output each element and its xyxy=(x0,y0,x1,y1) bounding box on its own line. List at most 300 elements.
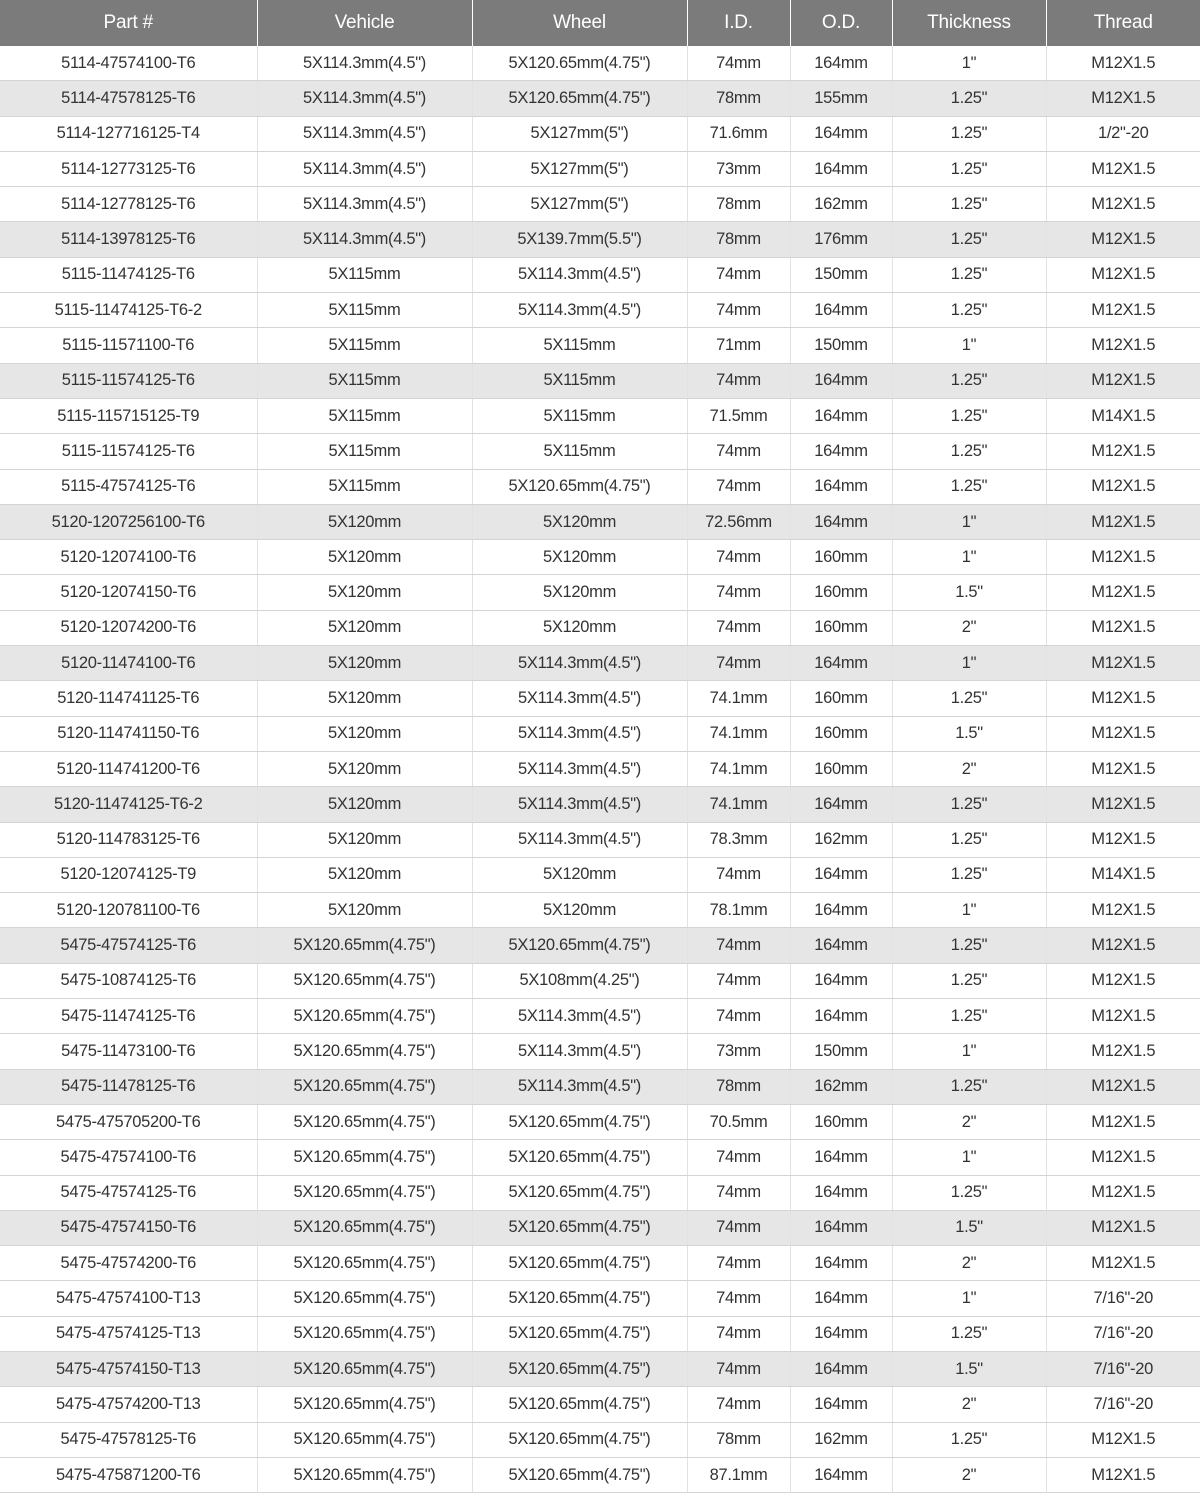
table-row xyxy=(0,434,1200,469)
outer-diameter-cell: 164mm xyxy=(790,1281,892,1316)
thread-cell: M12X1.5 xyxy=(1046,46,1200,81)
wheel-cell: 5X120.65mm(4.75") xyxy=(472,1175,687,1210)
table-row xyxy=(0,681,1200,716)
table-row xyxy=(0,1034,1200,1069)
table-row xyxy=(0,1457,1200,1492)
part-number-cell: 5475-47574125-T13 xyxy=(0,1316,257,1351)
thread-cell: M12X1.5 xyxy=(1046,999,1200,1034)
thickness-cell: 1.25" xyxy=(892,81,1046,116)
part-number-cell: 5115-11474125-T6-2 xyxy=(0,293,257,328)
table-row xyxy=(0,222,1200,257)
thickness-cell: 1" xyxy=(892,1281,1046,1316)
thickness-cell: 1.25" xyxy=(892,1069,1046,1104)
wheel-cell: 5X120mm xyxy=(472,610,687,645)
wheel-cell: 5X120.65mm(4.75") xyxy=(472,1140,687,1175)
part-number-cell: 5475-47574150-T6 xyxy=(0,1210,257,1245)
table-row xyxy=(0,716,1200,751)
inner-diameter-cell: 74mm xyxy=(687,363,790,398)
vehicle-cell: 5X120.65mm(4.75") xyxy=(257,1069,472,1104)
inner-diameter-cell: 74.1mm xyxy=(687,787,790,822)
outer-diameter-cell: 164mm xyxy=(790,151,892,186)
table-row xyxy=(0,1210,1200,1245)
wheel-cell: 5X114.3mm(4.5") xyxy=(472,999,687,1034)
wheel-cell: 5X120.65mm(4.75") xyxy=(472,1422,687,1457)
outer-diameter-cell: 162mm xyxy=(790,187,892,222)
wheel-cell: 5X120.65mm(4.75") xyxy=(472,1457,687,1492)
outer-diameter-cell: 160mm xyxy=(790,575,892,610)
thickness-cell: 1" xyxy=(892,504,1046,539)
outer-diameter-cell: 164mm xyxy=(790,1210,892,1245)
outer-diameter-cell: 164mm xyxy=(790,646,892,681)
table-row xyxy=(0,857,1200,892)
part-number-cell: 5120-11474125-T6-2 xyxy=(0,787,257,822)
inner-diameter-cell: 78mm xyxy=(687,222,790,257)
table-row xyxy=(0,81,1200,116)
thickness-cell: 1.25" xyxy=(892,1422,1046,1457)
part-number-cell: 5475-47574125-T6 xyxy=(0,928,257,963)
inner-diameter-cell: 74.1mm xyxy=(687,716,790,751)
inner-diameter-cell: 78mm xyxy=(687,187,790,222)
inner-diameter-cell: 74.1mm xyxy=(687,751,790,786)
thread-cell: M12X1.5 xyxy=(1046,222,1200,257)
table-row xyxy=(0,1387,1200,1422)
vehicle-cell: 5X115mm xyxy=(257,434,472,469)
outer-diameter-cell: 164mm xyxy=(790,116,892,151)
inner-diameter-cell: 72.56mm xyxy=(687,504,790,539)
thickness-cell: 2" xyxy=(892,610,1046,645)
thread-cell: M12X1.5 xyxy=(1046,504,1200,539)
table-row xyxy=(0,293,1200,328)
part-number-cell: 5120-12074200-T6 xyxy=(0,610,257,645)
vehicle-cell: 5X120mm xyxy=(257,681,472,716)
inner-diameter-cell: 74mm xyxy=(687,1281,790,1316)
inner-diameter-cell: 78.1mm xyxy=(687,893,790,928)
vehicle-cell: 5X120.65mm(4.75") xyxy=(257,1387,472,1422)
wheel-cell: 5X120mm xyxy=(472,575,687,610)
inner-diameter-cell: 74mm xyxy=(687,1246,790,1281)
vehicle-cell: 5X120mm xyxy=(257,787,472,822)
inner-diameter-cell: 78mm xyxy=(687,1422,790,1457)
table-row xyxy=(0,1351,1200,1386)
table-row xyxy=(0,999,1200,1034)
inner-diameter-cell: 73mm xyxy=(687,151,790,186)
inner-diameter-cell: 71.5mm xyxy=(687,398,790,433)
thread-cell: M12X1.5 xyxy=(1046,257,1200,292)
vehicle-cell: 5X114.3mm(4.5") xyxy=(257,187,472,222)
part-number-cell: 5120-120781100-T6 xyxy=(0,893,257,928)
outer-diameter-cell: 160mm xyxy=(790,751,892,786)
table-row xyxy=(0,646,1200,681)
outer-diameter-cell: 164mm xyxy=(790,434,892,469)
wheel-cell: 5X120.65mm(4.75") xyxy=(472,1104,687,1139)
wheel-cell: 5X120mm xyxy=(472,893,687,928)
wheel-cell: 5X127mm(5") xyxy=(472,187,687,222)
thickness-cell: 1.25" xyxy=(892,116,1046,151)
thread-cell: 7/16"-20 xyxy=(1046,1281,1200,1316)
outer-diameter-cell: 164mm xyxy=(790,293,892,328)
part-number-cell: 5115-11474125-T6 xyxy=(0,257,257,292)
inner-diameter-cell: 74mm xyxy=(687,999,790,1034)
table-row xyxy=(0,504,1200,539)
table-row xyxy=(0,787,1200,822)
thread-cell: M12X1.5 xyxy=(1046,469,1200,504)
header-row xyxy=(0,0,1200,46)
inner-diameter-cell: 87.1mm xyxy=(687,1457,790,1492)
wheel-cell: 5X139.7mm(5.5") xyxy=(472,222,687,257)
inner-diameter-cell: 74.1mm xyxy=(687,681,790,716)
wheel-cell: 5X115mm xyxy=(472,363,687,398)
table-row xyxy=(0,46,1200,81)
part-number-cell: 5120-12074125-T9 xyxy=(0,857,257,892)
outer-diameter-cell: 164mm xyxy=(790,1457,892,1492)
column-header-thickness: Thickness xyxy=(892,0,1046,46)
vehicle-cell: 5X120mm xyxy=(257,716,472,751)
outer-diameter-cell: 164mm xyxy=(790,363,892,398)
outer-diameter-cell: 164mm xyxy=(790,504,892,539)
part-number-cell: 5475-47574100-T13 xyxy=(0,1281,257,1316)
vehicle-cell: 5X115mm xyxy=(257,257,472,292)
outer-diameter-cell: 162mm xyxy=(790,822,892,857)
table-row xyxy=(0,469,1200,504)
vehicle-cell: 5X120.65mm(4.75") xyxy=(257,963,472,998)
thickness-cell: 1.25" xyxy=(892,963,1046,998)
vehicle-cell: 5X120mm xyxy=(257,857,472,892)
thread-cell: M12X1.5 xyxy=(1046,787,1200,822)
column-header-vehicle: Vehicle xyxy=(257,0,472,46)
outer-diameter-cell: 164mm xyxy=(790,928,892,963)
table-row xyxy=(0,540,1200,575)
thread-cell: M12X1.5 xyxy=(1046,575,1200,610)
vehicle-cell: 5X120.65mm(4.75") xyxy=(257,999,472,1034)
thread-cell: M12X1.5 xyxy=(1046,822,1200,857)
inner-diameter-cell: 71mm xyxy=(687,328,790,363)
table-row xyxy=(0,328,1200,363)
thread-cell: M12X1.5 xyxy=(1046,716,1200,751)
thickness-cell: 1.25" xyxy=(892,222,1046,257)
thread-cell: M12X1.5 xyxy=(1046,1104,1200,1139)
part-number-cell: 5114-127716125-T4 xyxy=(0,116,257,151)
inner-diameter-cell: 74mm xyxy=(687,575,790,610)
thread-cell: M12X1.5 xyxy=(1046,81,1200,116)
inner-diameter-cell: 74mm xyxy=(687,469,790,504)
part-number-cell: 5475-47574125-T6 xyxy=(0,1175,257,1210)
part-number-cell: 5120-114741200-T6 xyxy=(0,751,257,786)
thickness-cell: 1.25" xyxy=(892,787,1046,822)
wheel-cell: 5X120.65mm(4.75") xyxy=(472,1316,687,1351)
vehicle-cell: 5X115mm xyxy=(257,363,472,398)
thread-cell: M12X1.5 xyxy=(1046,1457,1200,1492)
vehicle-cell: 5X120mm xyxy=(257,504,472,539)
column-header-outer-diameter: O.D. xyxy=(790,0,892,46)
part-number-cell: 5120-114741150-T6 xyxy=(0,716,257,751)
vehicle-cell: 5X120.65mm(4.75") xyxy=(257,1246,472,1281)
inner-diameter-cell: 78.3mm xyxy=(687,822,790,857)
thickness-cell: 1" xyxy=(892,1140,1046,1175)
thread-cell: M12X1.5 xyxy=(1046,328,1200,363)
thickness-cell: 1.5" xyxy=(892,1351,1046,1386)
inner-diameter-cell: 74mm xyxy=(687,610,790,645)
part-number-cell: 5120-12074150-T6 xyxy=(0,575,257,610)
thread-cell: M12X1.5 xyxy=(1046,610,1200,645)
thickness-cell: 1" xyxy=(892,540,1046,575)
table-row xyxy=(0,257,1200,292)
wheel-cell: 5X114.3mm(4.5") xyxy=(472,716,687,751)
column-header-part-number: Part # xyxy=(0,0,257,46)
thickness-cell: 1.25" xyxy=(892,293,1046,328)
wheel-cell: 5X120.65mm(4.75") xyxy=(472,81,687,116)
part-number-cell: 5115-11574125-T6 xyxy=(0,363,257,398)
vehicle-cell: 5X120.65mm(4.75") xyxy=(257,1210,472,1245)
thread-cell: M12X1.5 xyxy=(1046,151,1200,186)
vehicle-cell: 5X120.65mm(4.75") xyxy=(257,1281,472,1316)
wheel-cell: 5X114.3mm(4.5") xyxy=(472,646,687,681)
part-number-cell: 5475-11474125-T6 xyxy=(0,999,257,1034)
table-row xyxy=(0,398,1200,433)
outer-diameter-cell: 164mm xyxy=(790,787,892,822)
outer-diameter-cell: 176mm xyxy=(790,222,892,257)
thread-cell: M14X1.5 xyxy=(1046,398,1200,433)
outer-diameter-cell: 150mm xyxy=(790,1034,892,1069)
part-number-cell: 5115-47574125-T6 xyxy=(0,469,257,504)
vehicle-cell: 5X120mm xyxy=(257,646,472,681)
inner-diameter-cell: 74mm xyxy=(687,1351,790,1386)
column-header-wheel: Wheel xyxy=(472,0,687,46)
wheel-cell: 5X120.65mm(4.75") xyxy=(472,1387,687,1422)
part-number-cell: 5475-10874125-T6 xyxy=(0,963,257,998)
table-header xyxy=(0,0,1200,46)
outer-diameter-cell: 164mm xyxy=(790,999,892,1034)
table-row xyxy=(0,1246,1200,1281)
thickness-cell: 1.25" xyxy=(892,822,1046,857)
part-number-cell: 5120-11474100-T6 xyxy=(0,646,257,681)
thickness-cell: 2" xyxy=(892,1457,1046,1492)
wheel-cell: 5X114.3mm(4.5") xyxy=(472,1034,687,1069)
table-row xyxy=(0,1140,1200,1175)
table-row xyxy=(0,187,1200,222)
inner-diameter-cell: 70.5mm xyxy=(687,1104,790,1139)
table-row xyxy=(0,116,1200,151)
outer-diameter-cell: 160mm xyxy=(790,1104,892,1139)
outer-diameter-cell: 162mm xyxy=(790,1069,892,1104)
wheel-cell: 5X114.3mm(4.5") xyxy=(472,822,687,857)
outer-diameter-cell: 164mm xyxy=(790,46,892,81)
table-row xyxy=(0,1175,1200,1210)
thread-cell: M12X1.5 xyxy=(1046,1140,1200,1175)
thread-cell: M12X1.5 xyxy=(1046,646,1200,681)
thread-cell: M12X1.5 xyxy=(1046,1175,1200,1210)
wheel-cell: 5X127mm(5") xyxy=(472,151,687,186)
outer-diameter-cell: 164mm xyxy=(790,469,892,504)
vehicle-cell: 5X114.3mm(4.5") xyxy=(257,222,472,257)
inner-diameter-cell: 74mm xyxy=(687,434,790,469)
thickness-cell: 1.5" xyxy=(892,575,1046,610)
part-number-cell: 5114-12773125-T6 xyxy=(0,151,257,186)
wheel-cell: 5X114.3mm(4.5") xyxy=(472,257,687,292)
vehicle-cell: 5X115mm xyxy=(257,328,472,363)
thickness-cell: 1.25" xyxy=(892,1175,1046,1210)
outer-diameter-cell: 155mm xyxy=(790,81,892,116)
wheel-cell: 5X114.3mm(4.5") xyxy=(472,681,687,716)
part-number-cell: 5114-13978125-T6 xyxy=(0,222,257,257)
thickness-cell: 1.25" xyxy=(892,857,1046,892)
table-row xyxy=(0,1281,1200,1316)
part-number-cell: 5120-114741125-T6 xyxy=(0,681,257,716)
table-row xyxy=(0,610,1200,645)
vehicle-cell: 5X120.65mm(4.75") xyxy=(257,1351,472,1386)
outer-diameter-cell: 164mm xyxy=(790,398,892,433)
part-number-cell: 5115-11571100-T6 xyxy=(0,328,257,363)
wheel-cell: 5X120.65mm(4.75") xyxy=(472,469,687,504)
thread-cell: 7/16"-20 xyxy=(1046,1351,1200,1386)
thread-cell: 7/16"-20 xyxy=(1046,1316,1200,1351)
thread-cell: M12X1.5 xyxy=(1046,751,1200,786)
thickness-cell: 1" xyxy=(892,646,1046,681)
thread-cell: M12X1.5 xyxy=(1046,1034,1200,1069)
table-row xyxy=(0,151,1200,186)
thickness-cell: 1.5" xyxy=(892,1210,1046,1245)
thickness-cell: 1" xyxy=(892,328,1046,363)
inner-diameter-cell: 74mm xyxy=(687,1316,790,1351)
thickness-cell: 1.5" xyxy=(892,716,1046,751)
part-number-cell: 5120-12074100-T6 xyxy=(0,540,257,575)
vehicle-cell: 5X114.3mm(4.5") xyxy=(257,151,472,186)
thickness-cell: 1.25" xyxy=(892,434,1046,469)
vehicle-cell: 5X120mm xyxy=(257,893,472,928)
wheel-cell: 5X120mm xyxy=(472,504,687,539)
vehicle-cell: 5X120.65mm(4.75") xyxy=(257,1175,472,1210)
wheel-cell: 5X120mm xyxy=(472,857,687,892)
outer-diameter-cell: 150mm xyxy=(790,328,892,363)
part-number-cell: 5475-11473100-T6 xyxy=(0,1034,257,1069)
vehicle-cell: 5X120.65mm(4.75") xyxy=(257,1457,472,1492)
inner-diameter-cell: 74mm xyxy=(687,257,790,292)
thread-cell: M12X1.5 xyxy=(1046,1246,1200,1281)
vehicle-cell: 5X120.65mm(4.75") xyxy=(257,1140,472,1175)
outer-diameter-cell: 164mm xyxy=(790,1351,892,1386)
thickness-cell: 1.25" xyxy=(892,187,1046,222)
thread-cell: M12X1.5 xyxy=(1046,893,1200,928)
outer-diameter-cell: 164mm xyxy=(790,1316,892,1351)
table-row xyxy=(0,1104,1200,1139)
part-number-cell: 5475-11478125-T6 xyxy=(0,1069,257,1104)
column-header-inner-diameter: I.D. xyxy=(687,0,790,46)
thickness-cell: 1" xyxy=(892,893,1046,928)
part-number-cell: 5114-12778125-T6 xyxy=(0,187,257,222)
thread-cell: M12X1.5 xyxy=(1046,1069,1200,1104)
outer-diameter-cell: 162mm xyxy=(790,1422,892,1457)
inner-diameter-cell: 74mm xyxy=(687,540,790,575)
table-row xyxy=(0,1316,1200,1351)
thickness-cell: 1.25" xyxy=(892,681,1046,716)
wheel-cell: 5X114.3mm(4.5") xyxy=(472,787,687,822)
outer-diameter-cell: 164mm xyxy=(790,1387,892,1422)
inner-diameter-cell: 74mm xyxy=(687,963,790,998)
vehicle-cell: 5X120mm xyxy=(257,540,472,575)
part-number-cell: 5114-47574100-T6 xyxy=(0,46,257,81)
outer-diameter-cell: 164mm xyxy=(790,1175,892,1210)
outer-diameter-cell: 164mm xyxy=(790,963,892,998)
outer-diameter-cell: 160mm xyxy=(790,540,892,575)
wheel-cell: 5X115mm xyxy=(472,434,687,469)
thread-cell: M12X1.5 xyxy=(1046,1422,1200,1457)
inner-diameter-cell: 78mm xyxy=(687,81,790,116)
inner-diameter-cell: 74mm xyxy=(687,293,790,328)
outer-diameter-cell: 160mm xyxy=(790,610,892,645)
part-number-cell: 5120-1207256100-T6 xyxy=(0,504,257,539)
table-row xyxy=(0,751,1200,786)
vehicle-cell: 5X120mm xyxy=(257,822,472,857)
outer-diameter-cell: 160mm xyxy=(790,681,892,716)
vehicle-cell: 5X115mm xyxy=(257,293,472,328)
thickness-cell: 1.25" xyxy=(892,398,1046,433)
inner-diameter-cell: 74mm xyxy=(687,46,790,81)
thickness-cell: 1" xyxy=(892,1034,1046,1069)
table-row xyxy=(0,822,1200,857)
wheel-cell: 5X114.3mm(4.5") xyxy=(472,293,687,328)
thickness-cell: 2" xyxy=(892,1387,1046,1422)
thickness-cell: 1.25" xyxy=(892,1316,1046,1351)
wheel-cell: 5X115mm xyxy=(472,398,687,433)
inner-diameter-cell: 74mm xyxy=(687,1175,790,1210)
inner-diameter-cell: 71.6mm xyxy=(687,116,790,151)
inner-diameter-cell: 74mm xyxy=(687,1140,790,1175)
wheel-cell: 5X127mm(5") xyxy=(472,116,687,151)
table-body xyxy=(0,46,1200,1493)
part-number-cell: 5115-11574125-T6 xyxy=(0,434,257,469)
part-number-cell: 5475-47574150-T13 xyxy=(0,1351,257,1386)
vehicle-cell: 5X120.65mm(4.75") xyxy=(257,928,472,963)
part-number-cell: 5114-47578125-T6 xyxy=(0,81,257,116)
thread-cell: M12X1.5 xyxy=(1046,963,1200,998)
table-row xyxy=(0,1069,1200,1104)
vehicle-cell: 5X115mm xyxy=(257,398,472,433)
table-row xyxy=(0,963,1200,998)
thread-cell: M12X1.5 xyxy=(1046,363,1200,398)
thickness-cell: 1.25" xyxy=(892,257,1046,292)
thickness-cell: 1.25" xyxy=(892,999,1046,1034)
vehicle-cell: 5X115mm xyxy=(257,469,472,504)
column-header-thread: Thread xyxy=(1046,0,1200,46)
table-row xyxy=(0,363,1200,398)
part-number-cell: 5475-47574200-T13 xyxy=(0,1387,257,1422)
vehicle-cell: 5X120.65mm(4.75") xyxy=(257,1316,472,1351)
part-number-cell: 5115-115715125-T9 xyxy=(0,398,257,433)
inner-diameter-cell: 74mm xyxy=(687,928,790,963)
vehicle-cell: 5X120mm xyxy=(257,575,472,610)
outer-diameter-cell: 150mm xyxy=(790,257,892,292)
table-row xyxy=(0,893,1200,928)
part-number-cell: 5475-475871200-T6 xyxy=(0,1457,257,1492)
thickness-cell: 2" xyxy=(892,1104,1046,1139)
vehicle-cell: 5X120.65mm(4.75") xyxy=(257,1104,472,1139)
inner-diameter-cell: 74mm xyxy=(687,857,790,892)
thickness-cell: 2" xyxy=(892,751,1046,786)
thickness-cell: 1.25" xyxy=(892,151,1046,186)
wheel-cell: 5X120.65mm(4.75") xyxy=(472,1281,687,1316)
table-row xyxy=(0,1422,1200,1457)
thickness-cell: 1.25" xyxy=(892,928,1046,963)
wheel-cell: 5X114.3mm(4.5") xyxy=(472,751,687,786)
thread-cell: M12X1.5 xyxy=(1046,187,1200,222)
wheel-cell: 5X120.65mm(4.75") xyxy=(472,928,687,963)
inner-diameter-cell: 74mm xyxy=(687,1387,790,1422)
part-number-cell: 5475-475705200-T6 xyxy=(0,1104,257,1139)
wheel-cell: 5X114.3mm(4.5") xyxy=(472,1069,687,1104)
part-number-cell: 5475-47574100-T6 xyxy=(0,1140,257,1175)
thickness-cell: 1.25" xyxy=(892,363,1046,398)
outer-diameter-cell: 164mm xyxy=(790,1246,892,1281)
vehicle-cell: 5X114.3mm(4.5") xyxy=(257,81,472,116)
